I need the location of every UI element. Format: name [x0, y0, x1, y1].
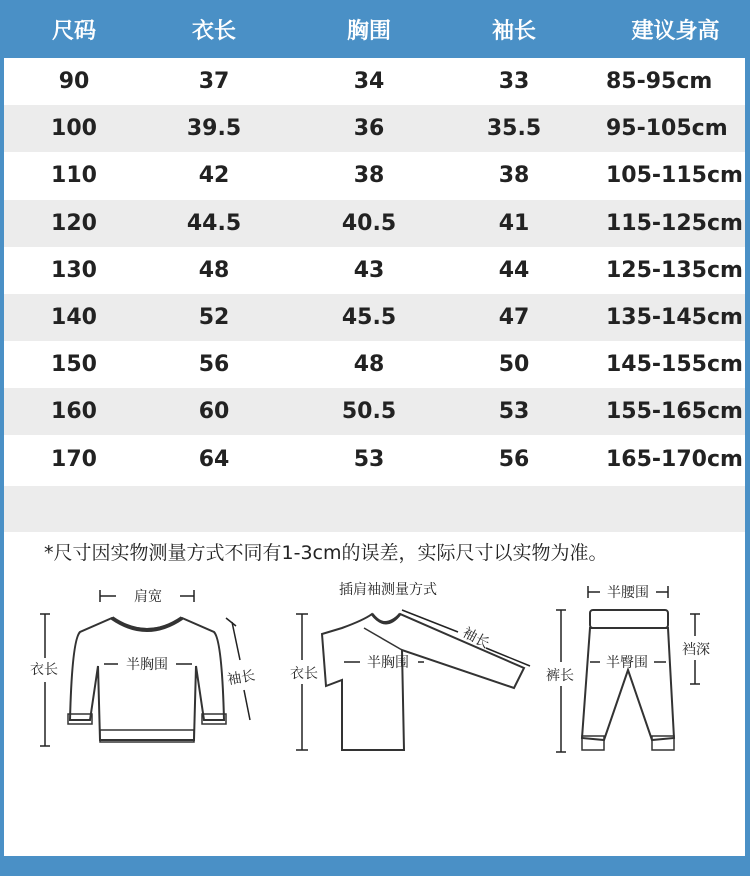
measurement-note: *尺寸因实物测量方式不同有1-3cm的误差，实际尺寸以实物为准。: [44, 542, 608, 564]
cell-height: 145-155cm: [606, 352, 743, 378]
cell-length: 44.5: [186, 210, 242, 236]
pants-diagram: [546, 584, 710, 752]
sweater-length-label: 衣长: [30, 662, 58, 678]
cell-sleeve: 56: [498, 446, 530, 472]
table-row: [4, 58, 745, 105]
table-row: [4, 388, 745, 435]
cell-sleeve: 33: [498, 69, 530, 94]
cell-chest: 50.5: [341, 399, 397, 425]
cell-sleeve: 44: [498, 257, 530, 283]
cell-length: 39.5: [186, 116, 242, 142]
cell-height: 115-125cm: [606, 210, 743, 236]
cell-height: 85-95cm: [606, 69, 713, 94]
table-row: [4, 341, 745, 388]
cell-size: 110: [51, 163, 97, 189]
raglan-diagram: [290, 581, 530, 750]
cell-length: 37: [198, 69, 230, 94]
cell-size: 140: [51, 305, 97, 330]
table-blank-row: [4, 486, 745, 532]
cell-size: 170: [51, 446, 97, 472]
cell-length: 52: [198, 305, 230, 330]
header-length: 衣长: [191, 19, 236, 44]
cell-sleeve: 47: [498, 305, 530, 330]
table-row: [4, 152, 745, 199]
cell-sleeve: 38: [498, 163, 530, 189]
bottom-bar: [0, 856, 750, 876]
cell-sleeve: 53: [498, 399, 530, 425]
raglan-title-label: 插肩袖测量方式: [339, 582, 437, 598]
table-row: [4, 294, 745, 341]
header-sleeve: 袖长: [491, 19, 536, 44]
cell-chest: 45.5: [341, 305, 397, 330]
pants-length-label: 裤长: [546, 668, 574, 684]
table-header: [4, 0, 745, 58]
header-chest: 胸围: [346, 19, 391, 44]
cell-chest: 40.5: [341, 210, 397, 236]
sweater-shoulder-label: 肩宽: [134, 589, 162, 605]
cell-sleeve: 41: [498, 210, 530, 236]
header-height: 建议身高: [631, 19, 720, 44]
cell-chest: 36: [353, 116, 385, 142]
size-chart-card: [4, 0, 745, 856]
cell-length: 48: [198, 257, 230, 283]
cell-length: 60: [198, 399, 230, 425]
cell-size: 120: [51, 210, 97, 236]
table-row: [4, 247, 745, 294]
pants-rise-label: 裆深: [682, 642, 710, 658]
raglan-half-chest-label: 半胸围: [367, 655, 409, 671]
cell-height: 165-170cm: [606, 446, 743, 472]
cell-chest: 48: [353, 352, 385, 378]
cell-height: 105-115cm: [606, 163, 743, 189]
cell-chest: 43: [353, 257, 385, 283]
cell-chest: 34: [353, 69, 385, 94]
sweater-diagram: [30, 589, 256, 746]
measurement-diagrams: [4, 570, 745, 770]
cell-height: 125-135cm: [606, 257, 743, 283]
raglan-sleeve-label: 袖长: [459, 624, 492, 653]
cell-length: 64: [198, 446, 230, 472]
cell-size: 90: [58, 69, 90, 94]
cell-height: 135-145cm: [606, 305, 743, 330]
header-size: 尺码: [51, 19, 96, 44]
table-row: [4, 436, 745, 483]
cell-chest: 38: [353, 163, 385, 189]
table-row: [4, 200, 745, 247]
cell-length: 42: [198, 163, 230, 189]
pants-half-waist-label: 半腰围: [607, 585, 649, 601]
cell-sleeve: 35.5: [486, 116, 542, 142]
raglan-length-label: 衣长: [290, 666, 318, 682]
table-row: [4, 105, 745, 152]
sweater-sleeve-label: 袖长: [226, 667, 257, 689]
cell-size: 100: [51, 116, 97, 142]
pants-half-hip-label: 半臀围: [606, 655, 648, 671]
cell-chest: 53: [353, 446, 385, 472]
cell-height: 95-105cm: [606, 116, 728, 142]
cell-size: 160: [51, 399, 97, 425]
sweater-half-chest-label: 半胸围: [126, 657, 168, 673]
cell-size: 130: [51, 257, 97, 283]
cell-height: 155-165cm: [606, 399, 743, 425]
cell-length: 56: [198, 352, 230, 378]
cell-sleeve: 50: [498, 352, 530, 378]
cell-size: 150: [51, 352, 97, 378]
